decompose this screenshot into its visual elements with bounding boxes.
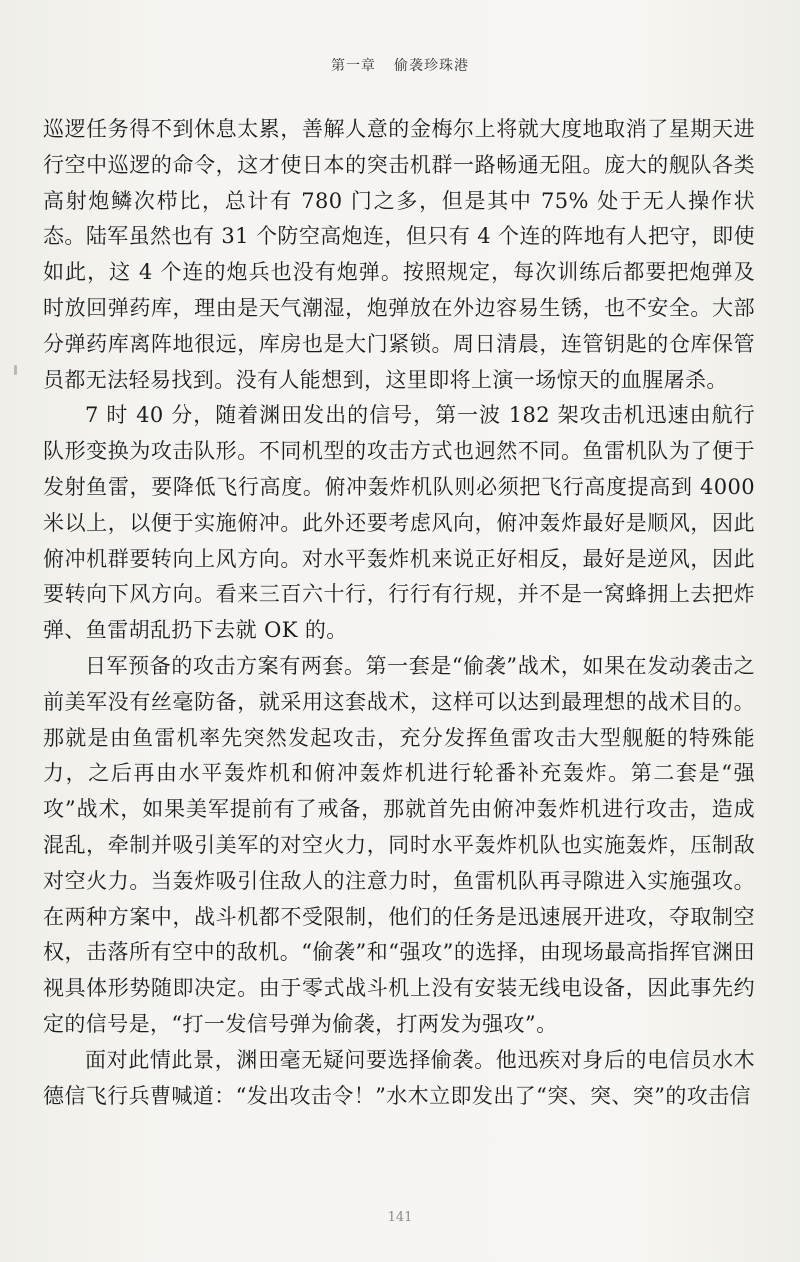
chapter-label: 第一章: [331, 58, 376, 74]
paragraph: 面对此情此景，渊田毫无疑问要选择偷袭。他迅疾对身后的电信员水木德信飞行兵曹喊道：“发出攻击令！”水木立即发出了“突、突、突”的攻击信: [43, 1047, 755, 1108]
paragraph: 巡逻任务得不到休息太累，善解人意的金梅尔上将就大度地取消了星期天进行空中巡逻的命令，这才使日本的突击机群一路畅通无阻。庞大的舰队各类高射炮鳞次栉比，总计有 780 门之多，但是其中 75% 处于无人操作状态。陆军虽然也有 31 个防空高炮连，但只有 4 个连的阵地有人把守，即使如此，这 4 个连的炮兵也没有炮弹。按照规定，每次训练后都要把炮弹及时放回弹药库，理由是天气潮湿，炮弹放在外边容易生锈，也不安全。大部分弹药库离阵地很远，库房也是大门紧锁。周日清晨，连管钥匙的仓库保管员都无法轻易找到。没有人能想到，这里即将上演一场惊天的血腥屠杀。: [43, 117, 755, 392]
body-text: [43, 112, 755, 1114]
scan-mark: [14, 365, 17, 375]
paragraph: 7 时 40 分，随着渊田发出的信号，第一波 182 架攻击机迅速由航行队形变换为攻击队形。不同机型的攻击方式也迥然不同。鱼雷机队为了便于发射鱼雷，要降低飞行高度。俯冲轰炸机队则必须把飞行高度提高到 4000 米以上，以便于实施俯冲。此外还要考虑风向，俯冲轰炸最好是顺风，因此俯冲机群要转向上风方向。对水平轰炸机来说正好相反，最好是逆风，因此要转向下风方向。看来三百六十行，行行有行规，并不是一窝蜂拥上去把炸弹、鱼雷胡乱扔下去就 OK 的。: [43, 403, 755, 643]
page-number: 141: [387, 1210, 413, 1225]
chapter-title: 偷袭珍珠港: [394, 58, 469, 74]
paragraph: 日军预备的攻击方案有两套。第一套是“偷袭”战术，如果在发动袭击之前美军没有丝毫防备，就采用这套战术，这样可以达到最理想的战术目的。那就是由鱼雷机率先突然发起攻击，充分发挥鱼雷攻击大型舰艇的特殊能力，之后再由水平轰炸机和俯冲轰炸机进行轮番补充轰炸。第二套是“强攻”战术，如果美军提前有了戒备，那就首先由俯冲轰炸机进行攻击，造成混乱，牵制并吸引美军的对空火力，同时水平轰炸机队也实施轰炸，压制敌对空火力。当轰炸吸引住敌人的注意力时，鱼雷机队再寻隙进入实施强攻。在两种方案中，战斗机都不受限制，他们的任务是迅速展开进攻，夺取制空权，击落所有空中的敌机。“偷袭”和“强攻”的选择，由现场最高指挥官渊田视具体形势随即决定。由于零式战斗机上没有安装无线电设备，因此事先约定的信号是，“打一发信号弹为偷袭，打两发为强攻”。: [43, 653, 755, 1036]
running-head: [0, 55, 800, 75]
